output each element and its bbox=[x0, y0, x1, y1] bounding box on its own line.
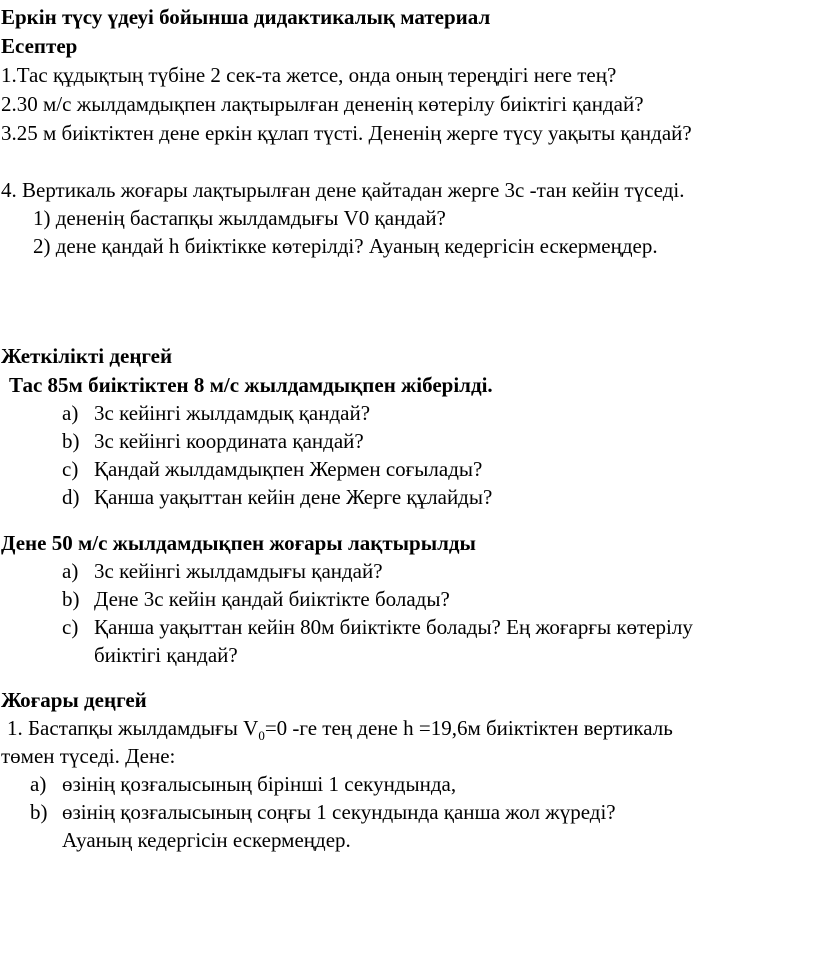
item-label: d) bbox=[62, 485, 80, 509]
task-text: =0 -ге тең дене h =19,6м биіктіктен вертикаль bbox=[264, 716, 673, 740]
item-text: Қандай жылдамдықпен Жермен соғылады? bbox=[94, 457, 483, 481]
item-label: b) bbox=[30, 800, 48, 824]
problem-1: 1.Тас құдықтың түбіне 2 сек-та жетсе, онда оның тереңдігі неге тең? bbox=[1, 63, 617, 87]
task-1-item-d bbox=[62, 484, 492, 510]
task-2-item-c bbox=[62, 614, 693, 640]
item-label: c) bbox=[62, 615, 79, 639]
problem-2: 2.30 м/с жылдамдықпен лақтырылған дененің көтерілу биіктігі қандай? bbox=[1, 92, 644, 116]
section-heading-problems: Есептер bbox=[1, 34, 78, 58]
item-text: 3с кейінгі жылдамдық қандай? bbox=[94, 401, 371, 425]
problem-3: 3.25 м биіктіктен дене еркін құлап түсті. Дененің жерге түсу уақыты қандай? bbox=[1, 121, 692, 145]
section-heading-sufficient: Жеткілікті деңгей bbox=[1, 344, 173, 368]
advanced-item-b-continuation: Ауаның кедергісін ескермеңдер. bbox=[62, 828, 351, 852]
task-2-item-b bbox=[62, 586, 450, 612]
item-text: өзінің қозғалысының соңғы 1 секундында қанша жол жүреді? bbox=[62, 800, 616, 824]
task-2-statement: Дене 50 м/с жылдамдықпен жоғары лақтырылды bbox=[1, 531, 476, 555]
item-label: b) bbox=[62, 587, 80, 611]
item-label: b) bbox=[62, 429, 80, 453]
task-2-item-c-continuation: биіктігі қандай? bbox=[94, 643, 238, 667]
task-1-statement: Тас 85м биіктіктен 8 м/с жылдамдықпен жіберілді. bbox=[9, 373, 493, 397]
item-text: Дене 3с кейін қандай биіктікте болады? bbox=[94, 587, 450, 611]
item-text: Қанша уақыттан кейін дене Жерге құлайды? bbox=[94, 485, 493, 509]
item-label: c) bbox=[62, 457, 79, 481]
task-1-item-c bbox=[62, 456, 482, 482]
item-label: a) bbox=[30, 772, 47, 796]
task-1-item-b bbox=[62, 428, 364, 454]
item-label: a) bbox=[62, 559, 79, 583]
advanced-task-line-2: төмен түседі. Дене: bbox=[1, 744, 176, 768]
problem-4-question-1: 1) дененің бастапқы жылдамдығы V0 қандай? bbox=[33, 206, 446, 230]
advanced-item-b bbox=[30, 799, 616, 825]
item-text: 3с кейінгі координата қандай? bbox=[94, 429, 364, 453]
item-label: a) bbox=[62, 401, 79, 425]
problem-4: 4. Вертикаль жоғары лақтырылған дене қайтадан жерге 3с -тан кейін түседі. bbox=[1, 178, 685, 202]
task-1-item-a bbox=[62, 400, 370, 426]
problem-4-question-2: 2) дене қандай h биіктікке көтерілді? Ауаның кедергісін ескермеңдер. bbox=[33, 234, 658, 258]
advanced-item-a bbox=[30, 771, 456, 797]
task-2-item-a bbox=[62, 558, 383, 584]
subscript: 0 bbox=[258, 728, 265, 744]
section-heading-advanced: Жоғары деңгей bbox=[1, 688, 147, 712]
task-text: 1. Бастапқы жылдамдығы V bbox=[7, 716, 259, 740]
item-text: өзінің қозғалысының бірінші 1 секундында, bbox=[62, 772, 457, 796]
advanced-task-line-1 bbox=[7, 715, 673, 744]
item-text: 3с кейінгі жылдамдығы қандай? bbox=[94, 559, 383, 583]
document-title: Еркін түсу үдеуі бойынша дидактикалық материал bbox=[1, 5, 491, 29]
item-text: Қанша уақыттан кейін 80м биіктікте болады? Ең жоғарғы көтерілу bbox=[94, 615, 693, 639]
